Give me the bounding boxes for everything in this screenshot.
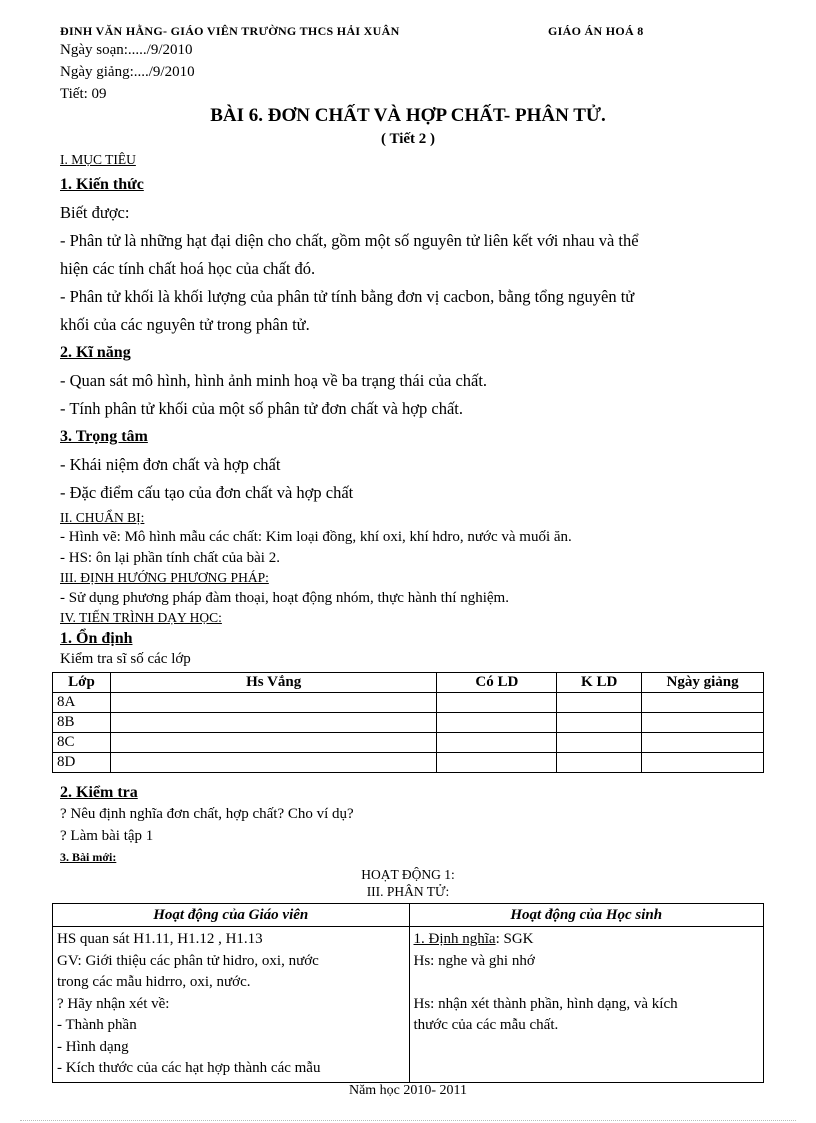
empty-cell [437, 713, 557, 733]
footer-school-year: Năm học 2010- 2011 [348, 1083, 468, 1098]
empty-cell [110, 753, 436, 773]
spacer [414, 972, 760, 994]
definition-line [414, 929, 760, 951]
teacher-line: - Hình dạng [57, 1038, 129, 1055]
teacher-line: HS quan sát H1.11, H1.12 , H1.13 [57, 931, 263, 947]
empty-cell [557, 693, 642, 713]
column-header: Lớp [53, 673, 111, 693]
teacher-line: ? Hãy nhận xét về: [57, 995, 170, 1012]
empty-cell [110, 713, 436, 733]
teach-date: Ngày giảng:..../9/2010 [60, 64, 195, 80]
new-lesson-heading: 3. Bài mới: [60, 850, 117, 864]
teacher-activity-cell [53, 927, 410, 1083]
empty-cell [437, 753, 557, 773]
teacher-column-header: Hoạt động của Giáo viên [53, 904, 410, 927]
check-line: ? Làm bài tập 1 [60, 828, 154, 844]
skills-line: - Tính phân tử khối của một số phân tử đơn chất và hợp chất. [60, 399, 463, 418]
empty-cell [557, 713, 642, 733]
teacher-line: trong các mẫu hidrro, oxi, nước. [57, 974, 251, 990]
section-method-heading: III. ĐỊNH HƯỚNG PHƯƠNG PHÁP: [60, 570, 269, 585]
page-edge-divider [20, 1120, 796, 1121]
prep-line: - Hình vẽ: Mô hình mẫu các chất: Kim loại đồng, khí oxi, khí hdro, nước và muối ăn. [60, 529, 572, 545]
check-heading: 2. Kiểm tra [60, 784, 138, 801]
table-header-row [53, 673, 764, 693]
table-row [53, 693, 764, 713]
column-header: Hs Vắng [110, 673, 436, 693]
lesson-subtitle: ( Tiết 2 ) [380, 131, 436, 147]
class-cell: 8C [53, 733, 111, 753]
empty-cell [642, 693, 764, 713]
table-header-row [53, 904, 764, 927]
student-line: Hs: nhận xét thành phần, hình dạng, và kích [413, 995, 678, 1012]
lesson-title: BÀI 6. ĐƠN CHẤT VÀ HỢP CHẤT- PHÂN TỬ. [210, 105, 606, 126]
table-row [53, 733, 764, 753]
teacher-line: GV: Giới thiệu các phân tử hidro, oxi, nước [57, 952, 319, 969]
knowledge-line: - Phân tử là những hạt đại diện cho chất, gồm một số nguyên tử liên kết với nhau và thể [60, 231, 639, 250]
skills-heading: 2. Kĩ năng [60, 344, 131, 361]
table-row [53, 713, 764, 733]
class-cell: 8D [53, 753, 111, 773]
empty-cell [110, 693, 436, 713]
student-activity-cell [409, 927, 764, 1083]
column-header: Có LD [437, 673, 557, 693]
empty-cell [437, 693, 557, 713]
section-objectives-heading: I. MỤC TIÊU [60, 152, 136, 167]
activity-table [52, 903, 764, 1083]
activity-title: HOẠT ĐỘNG 1: [361, 867, 455, 882]
teacher-line: - Thành phần [57, 1017, 137, 1033]
focus-line: - Khái niệm đơn chất và hợp chất [60, 455, 281, 474]
table-row [53, 927, 764, 1083]
student-line: Hs: nghe và ghi nhớ [413, 952, 535, 969]
header-subject: GIÁO ÁN HOÁ 8 [548, 24, 644, 38]
knowledge-line: hiện các tính chất hoá học của chất đó. [60, 259, 316, 278]
stabilize-heading: 1. Ổn định [60, 630, 133, 647]
method-line: - Sử dụng phương pháp đàm thoại, hoạt động nhóm, thực hành thí nghiệm. [60, 590, 509, 606]
definition-label: 1. Định nghĩa [413, 931, 496, 947]
empty-cell [557, 733, 642, 753]
empty-cell [110, 733, 436, 753]
column-header: K LD [557, 673, 642, 693]
section-prep-heading: II. CHUẨN BỊ: [60, 510, 145, 525]
skills-line: - Quan sát mô hình, hình ảnh minh hoạ về ba trạng thái của chất. [60, 371, 488, 390]
knowledge-heading: 1. Kiến thức [60, 176, 144, 193]
teacher-line: - Kích thước của các hạt hợp thành các mẫu [57, 1060, 321, 1076]
class-cell: 8B [53, 713, 111, 733]
focus-line: - Đặc điểm cấu tạo của đơn chất và hợp chất [60, 483, 354, 502]
period: Tiết: 09 [60, 86, 107, 102]
attendance-table [52, 672, 764, 773]
focus-heading: 3. Trọng tâm [60, 428, 148, 445]
prep-line: - HS: ôn lại phần tính chất của bài 2. [60, 550, 280, 566]
section-process-heading: IV. TIẾN TRÌNH DẠY HỌC: [60, 610, 222, 625]
definition-ref: : SGK [495, 931, 534, 947]
header-author: ĐINH VĂN HẰNG- GIÁO VIÊN TRƯỜNG THCS HẢI XUÂN [60, 24, 400, 38]
check-line: ? Nêu định nghĩa đơn chất, hợp chất? Cho ví dụ? [60, 806, 354, 822]
empty-cell [642, 733, 764, 753]
class-cell: 8A [53, 693, 111, 713]
empty-cell [642, 753, 764, 773]
column-header: Ngày giảng [642, 673, 764, 693]
knowledge-line: khối của các nguyên tử trong phân tử. [60, 315, 310, 334]
prep-date: Ngày soạn:...../9/2010 [60, 42, 193, 58]
stabilize-line: Kiểm tra sĩ số các lớp [60, 651, 191, 667]
activity-subtitle: III. PHÂN TỬ: [366, 884, 450, 899]
student-line: thước của các mẫu chất. [413, 1017, 559, 1033]
empty-cell [437, 733, 557, 753]
empty-cell [642, 713, 764, 733]
knowledge-line: - Phân tử khối là khối lượng của phân tử tính bằng đơn vị cacbon, bằng tổng nguyên tử [60, 287, 635, 306]
knowledge-line: Biết được: [60, 203, 130, 222]
empty-cell [557, 753, 642, 773]
student-column-header: Hoạt động của Học sinh [409, 904, 764, 927]
table-row [53, 753, 764, 773]
